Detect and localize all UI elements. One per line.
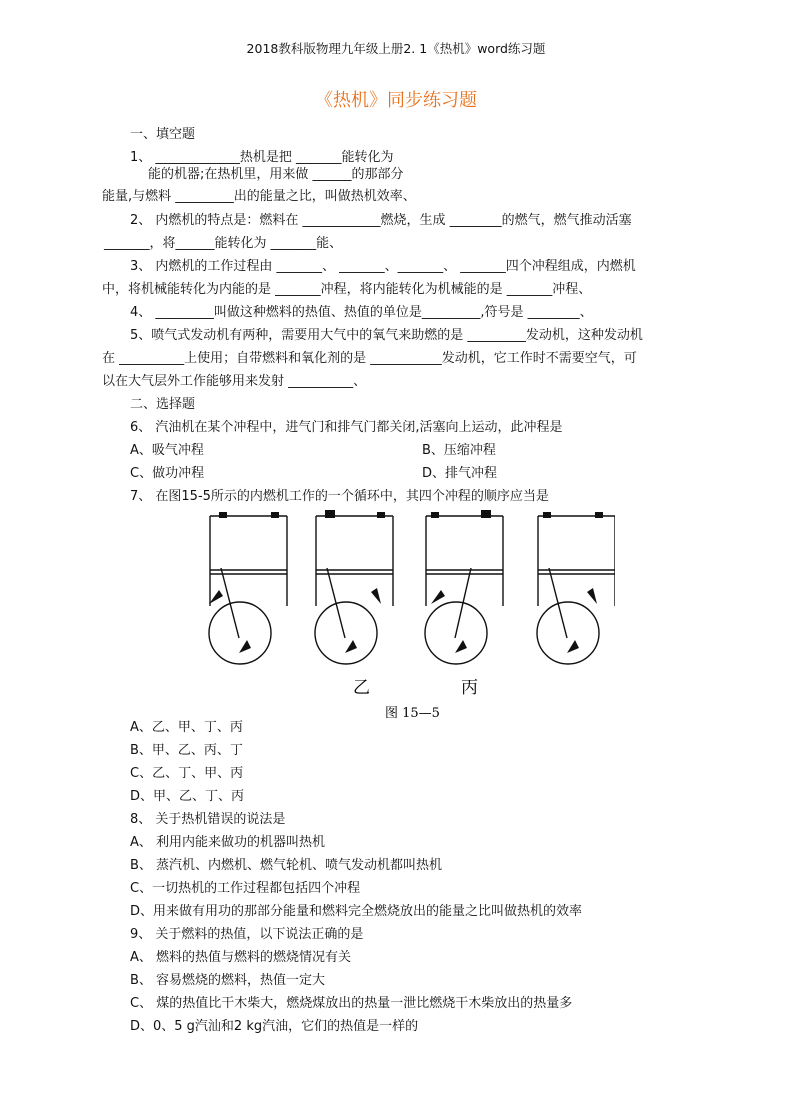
text-line: 9、 关于燃料的热值，以下说法正确的是 (130, 927, 364, 942)
cylinder-2 (315, 516, 393, 664)
text-line: B、 容易燃烧的燃料，热值一定大 (130, 973, 326, 988)
text-line: 8、 关于热机错误的说法是 (130, 812, 286, 827)
text-line: 7、 在图15-5所示的内燃机工作的一个循环中，其四个冲程的顺序应当是 (130, 489, 549, 504)
cylinder-1 (209, 516, 287, 664)
text-line: A、 利用内能来做功的机器叫热机 (130, 835, 326, 850)
text-line: D、0、5 g汽汕和2 kg汽油，它们的热值是一样的 (130, 1019, 419, 1034)
text-line: 1、 _____________热机是把 _______能转化为 (130, 150, 394, 165)
text-line: A、吸气冲程 (130, 443, 204, 458)
text-line: D、甲、乙、丁、丙 (130, 789, 245, 804)
text-line: 3、 内燃机的工作过程由 _______、 _______、_______、 _______四个冲程组成，内燃机 (130, 259, 636, 274)
text-line: 6、 汽油机在某个冲程中，进气门和排气门都关闭,活塞向上运动，此冲程是 (130, 420, 563, 435)
text-line: B、压缩冲程 (422, 443, 496, 458)
engine-strokes-figure (205, 508, 615, 720)
text-line: B、 蒸汽机、内燃机、燃气轮机、喷气发动机都叫热机 (130, 858, 443, 873)
text-line: 以在大气层外工作能够用来发射 __________、 (102, 374, 367, 389)
text-line: 二、选择题 (130, 397, 196, 412)
text-line: D、用来做有用功的那部分能量和燃料完全燃烧放出的能量之比叫做热机的效率 (130, 904, 583, 919)
text-line: 在 __________上使用；自带燃料和氧化剂的是 ___________发动机，它工作时不需要空气，可 (102, 351, 637, 366)
text-line: C、乙、丁、甲、丙 (130, 766, 244, 781)
page-header: 2018教科版物理九年级上册2. 1《热机》word练习题 (246, 41, 546, 56)
text-line: 一、填空题 (130, 127, 196, 142)
text-line: D、排气冲程 (422, 466, 498, 481)
text-line: 4、 _________叫做这种燃料的热值、热值的单位是_________,符号是 ________、 (130, 305, 593, 320)
text-line: _______，将______能转化为 _______能、 (104, 236, 343, 251)
cylinder-4 (537, 516, 615, 664)
text-line: 2、 内燃机的特点是：燃料在 ____________燃烧，生成 ________的燃气，燃气推动活塞 (130, 213, 632, 228)
text-line: 能量,与燃料 _________出的能量之比，叫做热机效率、 (102, 189, 416, 204)
text-line: C、 煤的热值比干木柴大，燃烧煤放出的热量一泄比燃烧干木柴放出的热量多 (130, 996, 573, 1011)
text-line: A、乙、甲、丁、丙 (130, 720, 243, 735)
text-line: A、 燃料的热值与燃料的燃烧情况有关 (130, 950, 352, 965)
text-line: 5、喷气式发动机有两种，需要用大气中的氧气来助燃的是 _________发动机，这种发动机 (130, 328, 643, 343)
text-line: 能的机器;在热机里，用来做 ______的那部分 (148, 167, 404, 182)
text-line: C、一切热机的工作过程都包括四个冲程 (130, 881, 361, 896)
figure-caption: 图 15—5 (385, 706, 440, 720)
text-line: C、做功冲程 (130, 466, 205, 481)
text-line: 中，将机械能转化为内能的是 _______冲程，将内能转化为机械能的是 _______冲程、 (102, 282, 592, 297)
label-bing: 丙 (461, 678, 478, 698)
page-title: 《热机》同步练习题 (315, 90, 477, 111)
cylinder-3 (425, 516, 503, 664)
label-yi: 乙 (353, 678, 370, 698)
text-line: B、甲、乙、丙、丁 (130, 743, 243, 758)
